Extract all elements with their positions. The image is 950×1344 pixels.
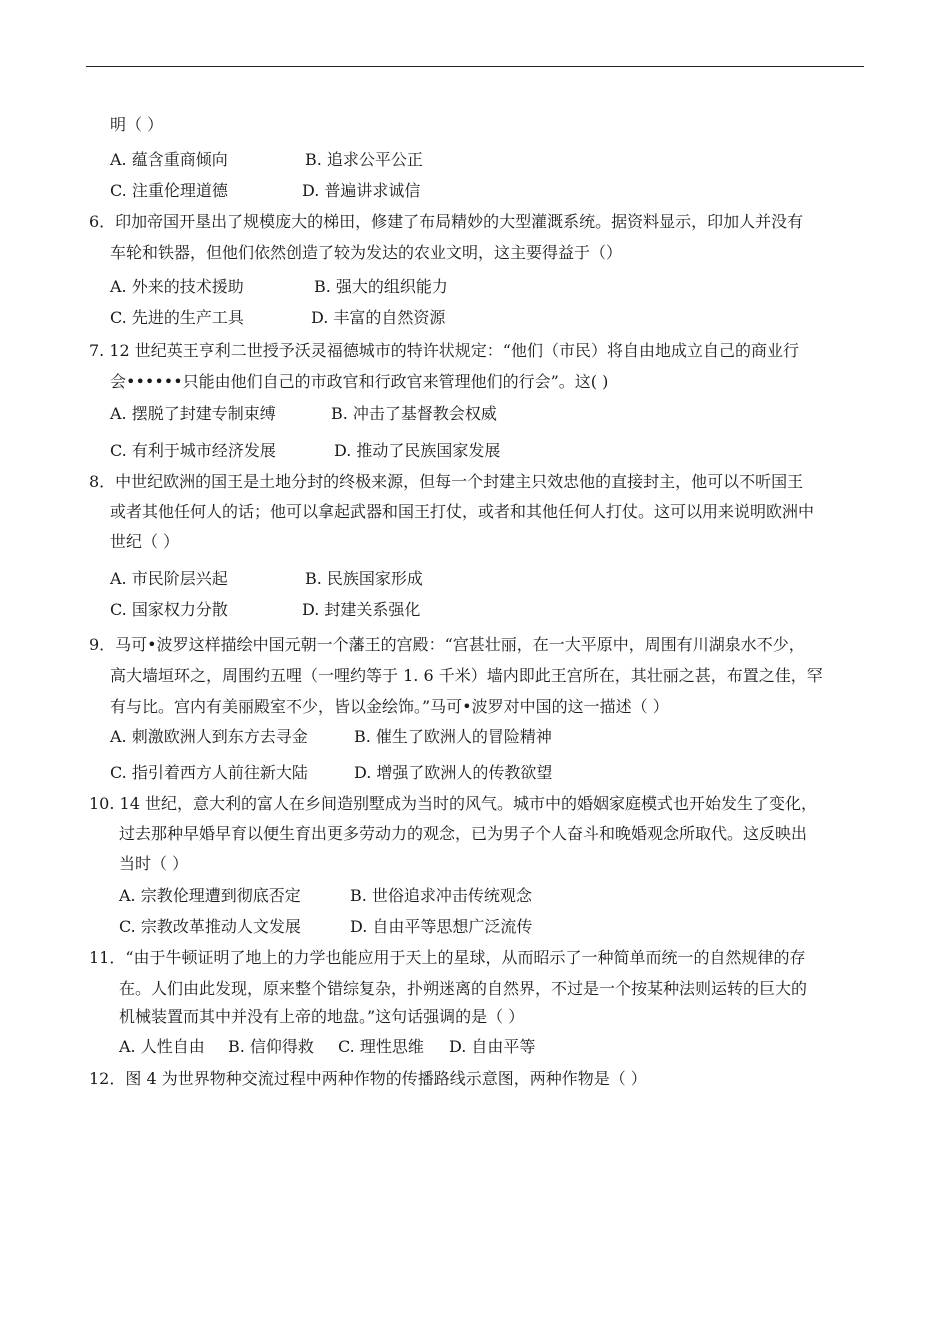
q9-option-c: C. 指引着西方人前往新大陆 [110, 763, 308, 782]
q6-option-b: B. 强大的组织能力 [314, 277, 448, 296]
q8-stem-line-1: 8．中世纪欧洲的国王是土地分封的终极来源，但每一个封建主只效忠他的直接封主，他可以不听国王 [89, 472, 804, 491]
q5-option-b: B. 追求公平公正 [305, 150, 423, 169]
q11-stem-line-2: 在。人们由此发现，原来整个错综复杂，扑朔迷离的自然界，不过是一个按某种法则运转的巨大的 [119, 979, 808, 998]
q11-stem-line-1: 11．“由于牛顿证明了地上的力学也能应用于天上的星球，从而昭示了一种简单而统一的自然规律的存 [89, 948, 806, 967]
q5-option-d: D. 普遍讲求诚信 [302, 181, 421, 200]
q9-option-d: D. 增强了欧洲人的传教欲望 [354, 763, 553, 782]
q10-stem-line-1: 10. 14 世纪，意大利的富人在乡间造别墅成为当时的风气。城市中的婚姻家庭模式也开始发生了变化， [89, 794, 817, 813]
q10-stem-line-3: 当时（ ） [119, 854, 189, 873]
q9-stem-line-1: 9．马可•波罗这样描绘中国元朝一个藩王的宫殿：“宫甚壮丽，在一大平原中，周围有川湖泉水不少， [89, 635, 805, 654]
q11-option-b: B. 信仰得救 [228, 1037, 314, 1056]
q10-option-c: C. 宗教改革推动人文发展 [119, 917, 301, 936]
q10-stem-line-2: 过去那种早婚早育以便生育出更多劳动力的观念，已为男子个人奋斗和晚婚观念所取代。这反映出 [119, 824, 808, 843]
q11-option-d: D. 自由平等 [449, 1037, 536, 1056]
q7-option-d: D. 推动了民族国家发展 [334, 441, 501, 460]
header-rule [86, 66, 864, 67]
q8-stem-line-3: 世纪（ ） [110, 532, 180, 551]
q7-stem-line-1: 7. 12 世纪英王亨利二世授予沃灵福德城市的特许状规定：“他们（市民）将自由地成立自己的商业行 [89, 341, 799, 360]
q9-stem-line-2: 高大墙垣环之，周围约五哩（一哩约等于 1. 6 千米）墙内即此王宫所在，其壮丽之甚，布置之佳，罕 [110, 666, 823, 685]
q7-option-b: B. 冲击了基督教会权威 [331, 404, 497, 423]
q11-option-a: A. 人性自由 [119, 1037, 205, 1056]
q8-option-d: D. 封建关系强化 [302, 600, 421, 619]
q11-option-c: C. 理性思维 [338, 1037, 424, 1056]
q8-stem-line-2: 或者其他任何人的话；他可以拿起武器和国王打仗，或者和其他任何人打仗。这可以用来说明欧洲中 [110, 502, 815, 521]
q7-stem-line-2: 会••••••只能由他们自己的市政官和行政官来管理他们的行会”。这( ) [110, 372, 609, 391]
q6-option-c: C. 先进的生产工具 [110, 308, 244, 327]
q6-stem-line-1: 6．印加帝国开垦出了规模庞大的梯田，修建了布局精妙的大型灌溉系统。据资料显示，印加人并没有 [89, 212, 804, 231]
q12-stem-line-1: 12．图 4 为世界物种交流过程中两种作物的传播路线示意图，两种作物是（ ） [89, 1069, 647, 1088]
q10-option-a: A. 宗教伦理遭到彻底否定 [119, 886, 301, 905]
q5-option-a: A. 蕴含重商倾向 [110, 150, 228, 169]
q6-option-d: D. 丰富的自然资源 [311, 308, 446, 327]
q5-option-c: C. 注重伦理道德 [110, 181, 228, 200]
q9-option-a: A. 刺激欧洲人到东方去寻金 [110, 727, 308, 746]
q7-option-a: A. 摆脱了封建专制束缚 [110, 404, 276, 423]
q9-option-b: B. 催生了欧洲人的冒险精神 [354, 727, 552, 746]
q10-option-d: D. 自由平等思想广泛流传 [350, 917, 533, 936]
q7-option-c: C. 有利于城市经济发展 [110, 441, 276, 460]
q10-option-b: B. 世俗追求冲击传统观念 [350, 886, 532, 905]
q6-option-a: A. 外来的技术援助 [110, 277, 244, 296]
q8-option-c: C. 国家权力分散 [110, 600, 228, 619]
q11-stem-line-3: 机械装置而其中并没有上帝的地盘。”这句话强调的是（ ） [119, 1007, 525, 1026]
q8-option-b: B. 民族国家形成 [305, 569, 423, 588]
q5-stem-continuation: 明（ ） [110, 115, 164, 134]
q8-option-a: A. 市民阶层兴起 [110, 569, 228, 588]
q6-stem-line-2: 车轮和铁器，但他们依然创造了较为发达的农业文明，这主要得益于（） [110, 243, 623, 262]
q9-stem-line-3: 有与比。宫内有美丽殿室不少，皆以金绘饰。”马可•波罗对中国的这一描述（ ） [110, 697, 669, 716]
